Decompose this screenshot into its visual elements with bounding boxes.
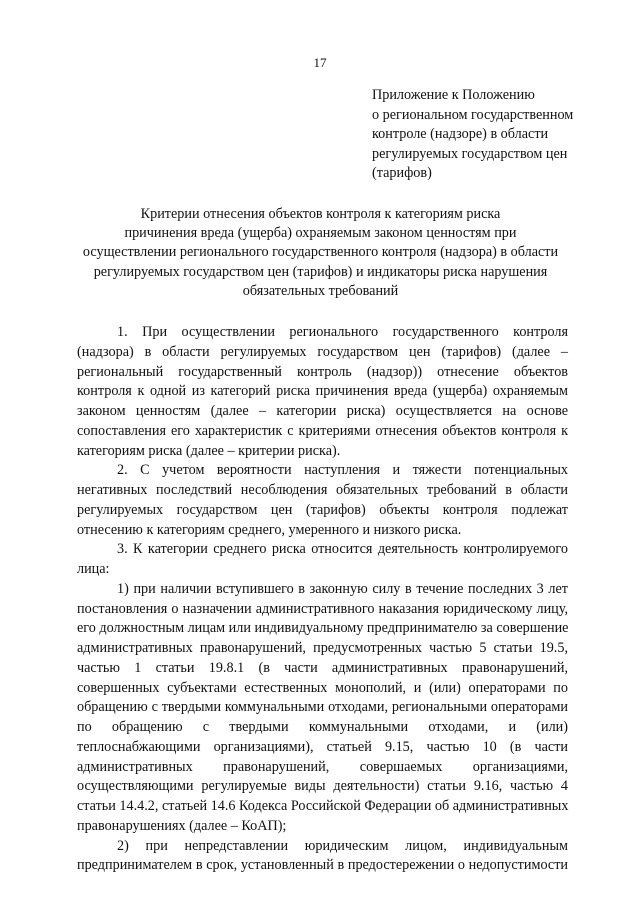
title-line: причинения вреда (ущерба) охраняемым законом ценностям при (124, 225, 517, 242)
paragraph-1-line: законом ценностям (далее – категории риска) осуществляется на основе (77, 403, 568, 419)
appendix-line: (тарифов) (372, 165, 432, 181)
subitem-1-line: обращению с твердыми коммунальными отходами, региональными операторами (77, 699, 568, 716)
subitem-1-line: осуществляющими регулируемые виды деятельности) статьи 9.16, частью 4 (77, 778, 568, 795)
title-line: обязательных требований (242, 282, 399, 299)
subitem-1-line: теплоснабжающими организациями), статьей 9.15, частью 10 (в части (77, 738, 568, 755)
subitem-1-line: 1) при наличии вступившего в законную силу в течение последних 3 лет (117, 580, 568, 597)
subitem-1-line: статьи 14.4.2, статьей 14.6 Кодекса Российской Федерации об административных (77, 798, 569, 814)
document-title (72, 205, 569, 301)
appendix-line: контроле (надзоре) в области (372, 126, 549, 142)
paragraph-1-line: (надзора) в области регулируемых государством цен (тарифов) (далее – (77, 343, 568, 360)
subitem-1-line: частью 1 статьи 19.8.1 (в части административных правонарушений, (77, 659, 568, 676)
paragraph-1-line: сопоставления его характеристик с критериями отнесения объектов контроля к (77, 422, 568, 439)
subitem-1-line: правонарушениях (далее – КоАП); (77, 817, 287, 834)
paragraph-3-line: лица: (77, 561, 110, 577)
paragraph-2-line: отнесению к категориям среднего, умеренного и низкого риска. (77, 521, 462, 538)
paragraph-2-line: 2. С учетом вероятности наступления и тяжести потенциальных (117, 462, 568, 479)
title-line: регулируемых государством цен (тарифов) и индикаторы риска нарушения (93, 263, 548, 280)
appendix-heading (372, 86, 622, 184)
paragraph-1-line: региональный государственный контроль (надзор)) отнесение объектов (77, 363, 568, 380)
paragraph-2-line: регулируемых государством цен (тарифов) объекты контроля подлежат (77, 501, 568, 518)
paragraph-1-line: 1. При осуществлении регионального государственного контроля (117, 324, 568, 340)
subitem-2-line: предпринимателем в срок, установленный в предостережении о недопустимости (77, 857, 568, 874)
subitem-1-line: его должностным лицам или индивидуальному предпринимателю за совершение (77, 620, 569, 637)
subitem-1-line: совершенных субъектами естественных монополий, и (или) операторами по (77, 679, 568, 696)
subitem-1-line: административных правонарушений, совершаемых организациями, (77, 758, 568, 775)
subitem-1-line: административных правонарушений, предусмотренных частью 5 статьи 19.5, (77, 640, 568, 656)
subitem-2-line: 2) при непредставлении юридическим лицом, индивидуальным (117, 837, 568, 854)
appendix-line: Приложение к Положению (372, 87, 535, 103)
paragraph-1-line: контроля к одной из категорий риска причинения вреда (ущерба) охраняемым (77, 383, 568, 400)
title-line: осуществлении регионального государственного контроля (надзора) в области (82, 244, 559, 261)
appendix-line: о региональном государственном (372, 106, 574, 123)
paragraph-2-line: негативных последствий несоблюдения обязательных требований в области (77, 482, 568, 498)
subitem-1-line: постановления о назначении административного наказания юридическому лицу, (77, 600, 568, 617)
title-line: Критерии отнесения объектов контроля к категориям риска (140, 206, 501, 222)
page-number: 17 (313, 55, 327, 70)
appendix-line: регулируемых государством цен (372, 145, 568, 162)
paragraph-1-line: категориям риска (далее – критерии риска). (77, 442, 341, 459)
subitem-1-line: по обращению с твердыми коммунальными отходами, и (или) (77, 719, 568, 735)
body-text (77, 323, 568, 876)
paragraph-3-line: 3. К категории среднего риска относится деятельность контролируемого (117, 541, 568, 558)
